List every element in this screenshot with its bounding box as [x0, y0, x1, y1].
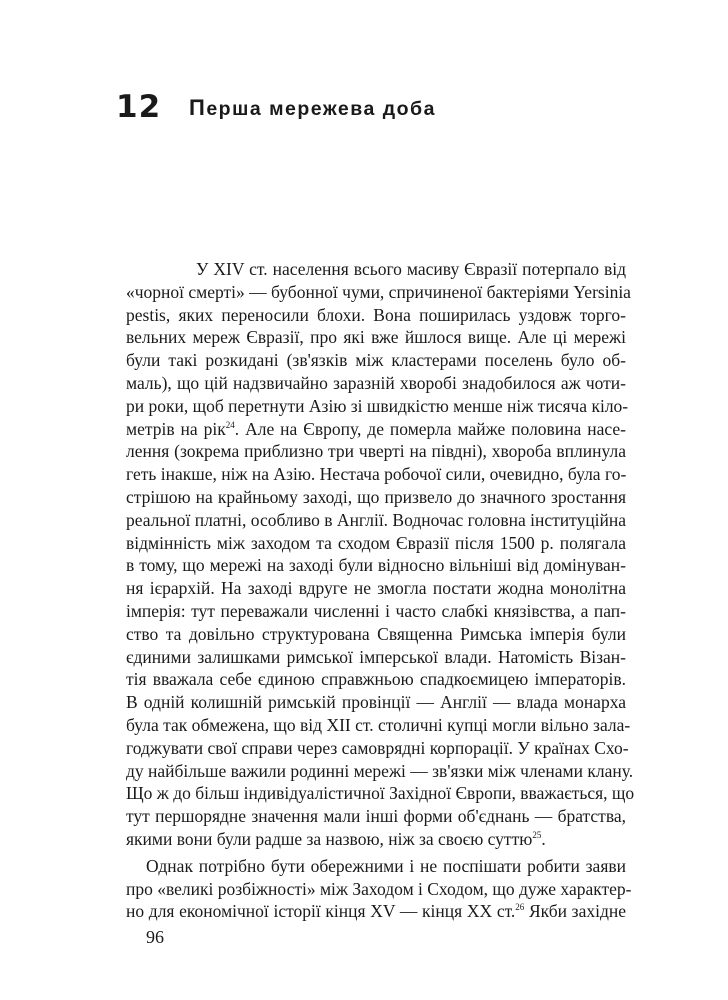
text-line: У XIV ст. населення всього масиву Євразії потерпало від: [196, 259, 626, 279]
text-line: ство та довільно структурована Священна Римська імперія були: [126, 623, 626, 644]
text-line: «чорної смерті» — бубонної чуми, спричиненої бактеріями Yersinia: [126, 281, 631, 302]
text-line: ня ієрархій. На заході вдруге не змогла постати жодна монолітна: [126, 578, 626, 599]
text-line: єдиними залишками римської імперської влади. Натомість Візан-: [126, 646, 626, 667]
text-line: ду найбільше важили родинні мережі — зв'язки між членами клану.: [126, 760, 634, 781]
text-line: реальної платні, особливо в Англії. Водночас головна інституційна: [126, 509, 627, 530]
text-line: годжувати свої справи через самоврядні корпорації. У країнах Схо-: [126, 737, 629, 758]
page-number: 96: [146, 927, 164, 947]
text-line: метрів на рік$^{24}$. Але на Європу, де померла майже половина насе-: [126, 418, 626, 439]
text-line: якими вони були радше за назвою, ніж за своєю суттю$^{25}$.: [126, 829, 546, 849]
chapter-title-rest: ерша мережева доба: [206, 98, 436, 120]
text-line: В одній колишній римській провінції — Англії — влада монарха: [126, 692, 626, 713]
text-line: тут першорядне значення мали інші форми об'єднань — братства,: [126, 806, 626, 827]
footnote-ref[interactable]: 25: [532, 830, 542, 841]
text-line: маль), що цій надзвичайно заразній хворобі знадобилося аж чоти-: [126, 373, 626, 393]
chapter-title-initial: П: [189, 95, 207, 120]
text-line: вельних мереж Євразії, про які вже йшлося вище. Але ці мережі: [126, 327, 626, 348]
text-line: про «великі розбіжності» між Заходом і Сходом, що дуже характер-: [126, 878, 632, 899]
text-line: була так обмежена, що від XII ст. столичні купці могли вільно зала-: [126, 715, 631, 735]
footnote-ref[interactable]: 26: [515, 902, 525, 913]
text-line: відмінність між заходом та сходом Євразії після 1500 р. полягала: [126, 532, 626, 553]
text-line: Однак потрібно бути обережними і не поспішати робити заяви: [146, 855, 626, 876]
text-line: були такі розкидані (зв'язків між кластерами поселень було об-: [126, 350, 626, 371]
text-line: імперія: тут переважали численні і часто слабкі князівства, а пап-: [126, 601, 626, 621]
text-line: лення (зокрема приблизно три чверті на півдні), хвороба вплинула: [126, 441, 626, 462]
text-line: геть інакше, ніж на Азію. Нестача робочої сили, очевидно, була го-: [126, 464, 627, 485]
footnote-ref[interactable]: 24: [225, 419, 235, 430]
text-line: pestis, яких переносили блохи. Вона поширилась уздовж торго-: [126, 304, 626, 325]
text-line: в тому, що мережі на заході були відносно вільніші від домінуван-: [126, 555, 626, 576]
chapter-number: 12: [116, 89, 162, 125]
text-line: Що ж до більш індивідуалістичної Західної Європи, вважається, що: [126, 783, 635, 804]
text-line: ри роки, щоб перетнути Азію зі швидкістю менше ніж тисяча кіло-: [126, 395, 629, 416]
text-line: стрішою на крайньому заході, що призвело до значного зростання: [126, 487, 626, 507]
text-line: но для економічної історії кінця XV — кінця XX ст.$^{26}$ Якби західне: [126, 901, 626, 922]
text-line: тія вважала себе єдиною справжньою спадкоємицею імператорів.: [126, 669, 626, 690]
